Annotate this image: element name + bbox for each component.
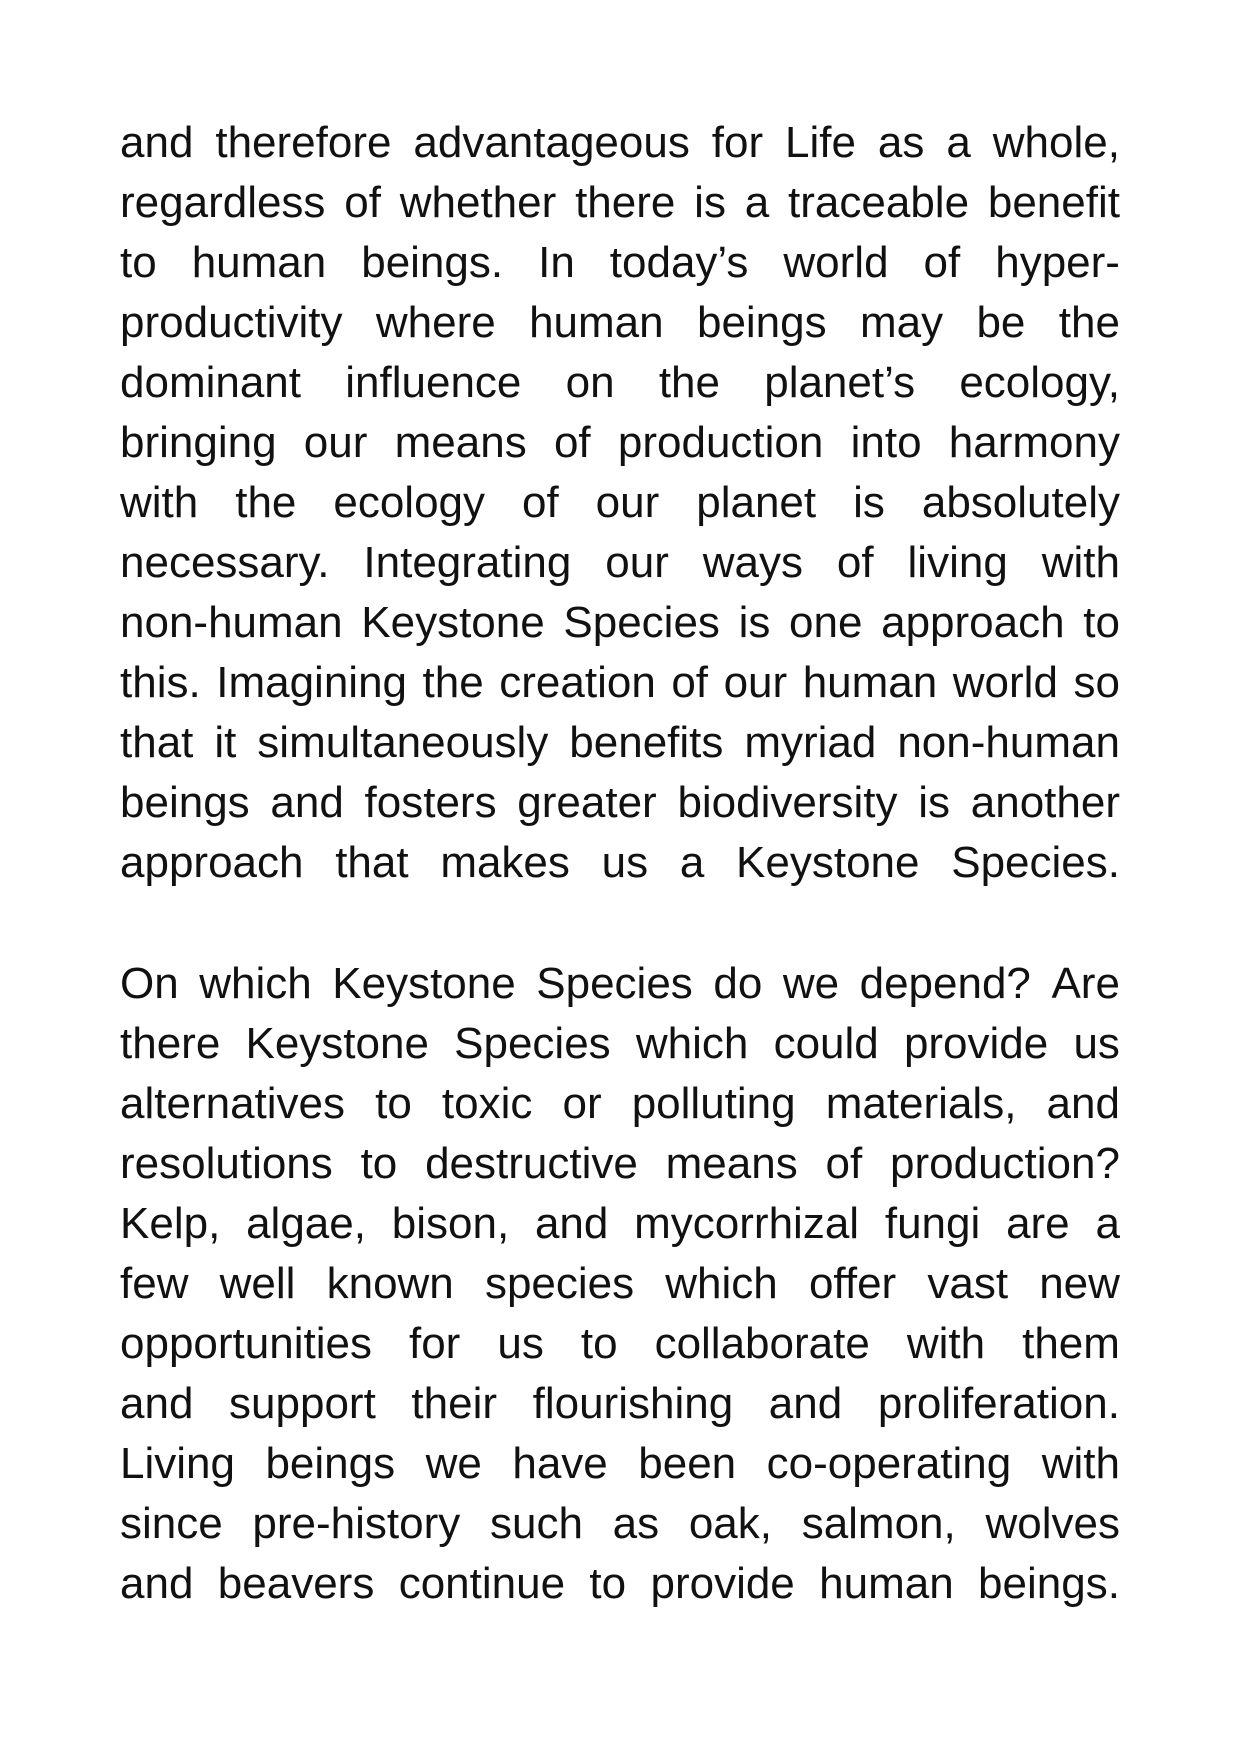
word: influence: [345, 358, 522, 407]
word: means: [665, 1139, 798, 1188]
word: myriad: [744, 718, 877, 767]
text-line: [120, 1434, 1120, 1494]
word: we: [782, 959, 840, 1008]
word: there: [120, 1019, 221, 1068]
word: ecology,: [959, 358, 1120, 407]
word: of: [836, 538, 874, 587]
word: beings.: [361, 238, 504, 287]
word: Species.: [951, 838, 1120, 887]
word: is: [694, 178, 726, 227]
word: benefits: [569, 718, 724, 767]
word: beavers: [217, 1559, 375, 1608]
word: which: [199, 959, 312, 1008]
word: depend?: [859, 959, 1031, 1008]
word: Keystone: [332, 959, 516, 1008]
word: our: [605, 538, 669, 587]
text-line: [120, 233, 1120, 293]
word: is: [918, 778, 951, 827]
text-line: [120, 593, 1120, 653]
word: a: [744, 178, 770, 227]
word: resolutions: [120, 1139, 333, 1188]
word: harmony: [948, 418, 1120, 467]
word: production: [617, 418, 824, 467]
word: whether: [399, 178, 557, 227]
word: on: [565, 358, 615, 407]
word: could: [773, 1019, 879, 1068]
text-line: [120, 653, 1120, 713]
word: whole,: [992, 118, 1120, 167]
word: Keystone: [736, 838, 920, 887]
word: beings: [696, 298, 827, 347]
word: our: [303, 418, 368, 467]
word: our: [595, 478, 660, 527]
text-line: [120, 1134, 1120, 1194]
word: human: [802, 658, 938, 707]
word: and: [534, 1199, 609, 1248]
word: where: [375, 298, 496, 347]
word: which: [665, 1259, 778, 1308]
word: beings.: [978, 1559, 1120, 1608]
word: with: [1041, 538, 1120, 587]
word: wolves: [985, 1499, 1120, 1548]
word: fungi: [884, 1199, 981, 1248]
word: Are: [1051, 959, 1120, 1008]
word: that: [335, 838, 409, 887]
word: non-human: [897, 718, 1120, 767]
word: ecology: [333, 478, 486, 527]
word: Integrating: [363, 538, 572, 587]
word: co-operating: [766, 1439, 1012, 1488]
word: creation: [499, 658, 656, 707]
word: Kelp,: [120, 1199, 221, 1248]
word: offer: [808, 1259, 897, 1308]
word: simultaneously: [257, 718, 549, 767]
word: of: [553, 418, 591, 467]
word: alternatives: [120, 1079, 346, 1128]
text-line: [120, 1014, 1120, 1074]
word: Keystone: [245, 1019, 429, 1068]
word: are: [1006, 1199, 1070, 1248]
word: bison,: [391, 1199, 510, 1248]
word: to: [1083, 598, 1120, 647]
word: species: [484, 1259, 635, 1308]
word: and: [120, 1379, 194, 1428]
word: hyper-: [995, 238, 1120, 287]
word: opportunities: [120, 1319, 372, 1368]
word: us: [601, 838, 649, 887]
text-line: [120, 1494, 1120, 1554]
word: Life: [785, 118, 856, 167]
text-line: [120, 413, 1120, 473]
word: is: [738, 598, 771, 647]
word: benefit: [987, 178, 1120, 227]
word: Species: [563, 598, 720, 647]
word: be: [976, 298, 1026, 347]
word: planet: [696, 478, 817, 527]
word: today’s: [609, 238, 749, 287]
text-line: [120, 353, 1120, 413]
text-line: [120, 173, 1120, 233]
word: non-human: [120, 598, 343, 647]
word: oak,: [688, 1499, 772, 1548]
word: regardless: [120, 178, 326, 227]
text-line: [120, 773, 1120, 833]
word: makes: [440, 838, 570, 887]
text-line: [120, 293, 1120, 353]
word: a: [946, 118, 971, 167]
word: our: [723, 658, 788, 707]
text-line: [120, 1554, 1120, 1614]
word: human: [819, 1559, 954, 1608]
word: to: [360, 1139, 398, 1188]
word: proliferation.: [877, 1379, 1120, 1428]
word: a: [1095, 1199, 1120, 1248]
word: advantageous: [413, 118, 690, 167]
word: the: [422, 658, 484, 707]
word: absolutely: [921, 478, 1120, 527]
word: biodiversity: [677, 778, 898, 827]
word: beings: [265, 1439, 396, 1488]
word: support: [229, 1379, 376, 1428]
word: and: [120, 118, 194, 167]
word: new: [1039, 1259, 1120, 1308]
word: vast: [927, 1259, 1009, 1308]
word: flourishing: [532, 1379, 734, 1428]
word: therefore: [215, 118, 392, 167]
word: so: [1073, 658, 1120, 707]
word: living: [907, 538, 1008, 587]
word: production?: [890, 1139, 1120, 1188]
word: may: [859, 298, 944, 347]
word: or: [562, 1079, 602, 1128]
word: to: [589, 1559, 627, 1608]
text-line: [120, 1194, 1120, 1254]
text-line: [120, 954, 1120, 1014]
word: such: [489, 1499, 583, 1548]
word: continue: [398, 1559, 566, 1608]
word: of: [344, 178, 381, 227]
word: In: [538, 238, 575, 287]
word: and: [120, 1559, 194, 1608]
text-line: [120, 1314, 1120, 1374]
word: Imagining: [216, 658, 408, 707]
word: traceable: [788, 178, 970, 227]
paragraph-keystone-questions: [120, 954, 1120, 1614]
word: well: [219, 1259, 296, 1308]
word: planet’s: [764, 358, 916, 407]
word: polluting: [631, 1079, 796, 1128]
word: approach: [881, 598, 1065, 647]
word: one: [789, 598, 863, 647]
text-line: [120, 473, 1120, 533]
word: productivity: [120, 298, 343, 347]
word: us: [1073, 1019, 1120, 1068]
word: there: [575, 178, 676, 227]
word: the: [235, 478, 297, 527]
word: this.: [120, 658, 201, 707]
word: and: [1046, 1079, 1120, 1128]
word: of: [923, 238, 961, 287]
word: as: [877, 118, 925, 167]
word: been: [638, 1439, 737, 1488]
text-line: [120, 713, 1120, 773]
word: world: [783, 238, 889, 287]
word: dominant: [120, 358, 302, 407]
word: known: [326, 1259, 454, 1308]
word: a: [679, 838, 705, 887]
word: them: [1022, 1319, 1120, 1368]
word: and: [270, 778, 344, 827]
word: the: [1058, 298, 1120, 347]
word: Keystone: [361, 598, 545, 647]
word: with: [1041, 1439, 1120, 1488]
word: us: [497, 1319, 544, 1368]
word: approach: [120, 838, 304, 887]
word: is: [853, 478, 885, 527]
word: bringing: [120, 418, 277, 467]
text-line: [120, 833, 1120, 893]
word: pre-history: [252, 1499, 461, 1548]
word: toxic: [441, 1079, 533, 1128]
text-line: [120, 1374, 1120, 1434]
word: for: [711, 118, 764, 167]
word: algae,: [246, 1199, 366, 1248]
word: greater: [517, 778, 657, 827]
word: means: [394, 418, 527, 467]
word: that: [120, 718, 194, 767]
word: necessary.: [120, 538, 330, 587]
word: world: [952, 658, 1058, 707]
word: with: [120, 478, 199, 527]
word: Living: [120, 1439, 235, 1488]
word: beings: [120, 778, 250, 827]
word: Species: [454, 1019, 611, 1068]
word: with: [906, 1319, 986, 1368]
word: provide: [903, 1019, 1049, 1068]
word: we: [425, 1439, 482, 1488]
word: their: [411, 1379, 497, 1428]
word: ways: [702, 538, 803, 587]
word: for: [408, 1319, 461, 1368]
word: to: [375, 1079, 412, 1128]
word: human: [529, 298, 664, 347]
word: salmon,: [801, 1499, 956, 1548]
text-line: [120, 1254, 1120, 1314]
word: since: [120, 1499, 223, 1548]
word: of: [671, 658, 709, 707]
text-line: [120, 533, 1120, 593]
word: of: [825, 1139, 863, 1188]
word: human: [191, 238, 327, 287]
word: fosters: [364, 778, 497, 827]
word: the: [658, 358, 720, 407]
text-line: [120, 1074, 1120, 1134]
word: do: [713, 959, 763, 1008]
word: mycorrhizal: [634, 1199, 860, 1248]
word: to: [120, 238, 157, 287]
word: destructive: [425, 1139, 638, 1188]
word: of: [522, 478, 559, 527]
word: materials,: [825, 1079, 1017, 1128]
word: Species: [536, 959, 693, 1008]
word: which: [635, 1019, 749, 1068]
text-line: [120, 113, 1120, 173]
word: have: [512, 1439, 608, 1488]
word: as: [612, 1499, 660, 1548]
word: provide: [650, 1559, 795, 1608]
word: it: [214, 718, 237, 767]
word: collaborate: [654, 1319, 870, 1368]
word: into: [850, 418, 922, 467]
word: to: [580, 1319, 618, 1368]
word: and: [768, 1379, 843, 1428]
word: On: [120, 959, 179, 1008]
word: another: [970, 778, 1120, 827]
paragraph-keystone-ecology: [120, 113, 1120, 893]
word: few: [120, 1259, 189, 1308]
